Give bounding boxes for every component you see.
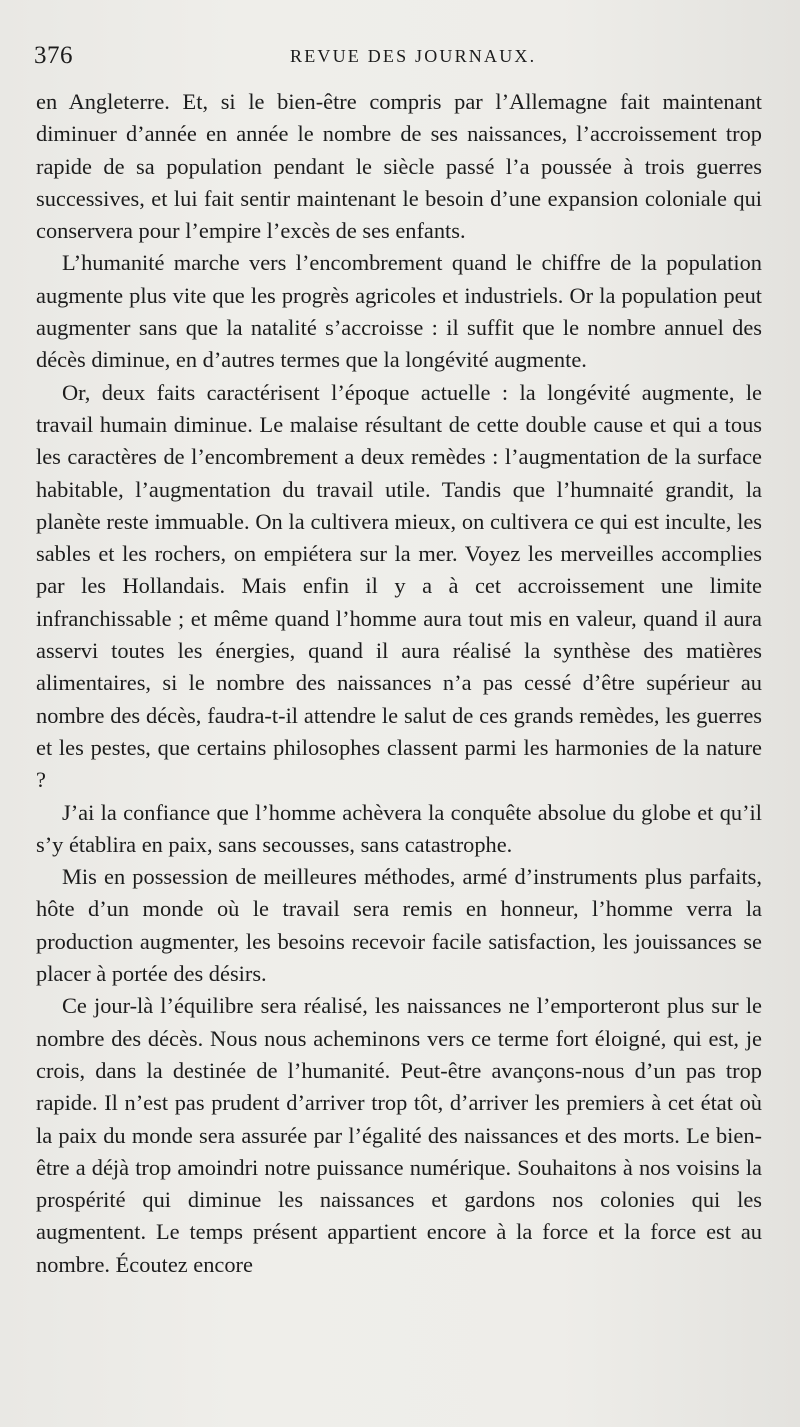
page-number: 376 <box>34 42 73 69</box>
paragraph: L’humanité marche vers l’encombrement quand le chiffre de la population augmente plus vite que les progrès agricoles et industriels. Or la population peut augmenter sans que la natalité s’accroisse : il suffit que le nombre annuel des décès diminue, en d’autres termes que la longévité augmente. <box>36 250 762 373</box>
running-head: REVUE DES JOURNAUX. <box>290 46 537 66</box>
paragraph: Mis en possession de meilleures méthodes, armé d’instruments plus parfaits, hôte d’un monde où le travail sera remis en honneur, l’homme verra la production augmenter, les besoins recevoir facile satisfaction, les jouissances se placer à portée des désirs. <box>36 864 762 987</box>
paragraph: Ce jour-là l’équilibre sera réalisé, les naissances ne l’emporteront plus sur le nombre des décès. Nous nous acheminons vers ce terme fort éloigné, qui est, je crois, dans la destinée de l’humanité. Peut-être avançons-nous d’un pas trop rapide. Il n’est pas prudent d’arriver trop tôt, d’arriver les premiers à cet état où la paix du monde sera assurée par l’égalité des naissances et des morts. Le bien-être a déjà trop amoindri notre puissance numérique. Souhaitons à nos voisins la prospérité qui diminue les naissances et gardons nos colonies qui les augmentent. Le temps présent appartient encore à la force et la force est au nombre. Écoutez encore <box>36 993 762 1277</box>
paragraph: en Angleterre. Et, si le bien-être compris par l’Allemagne fait maintenant diminuer d’année en année le nombre de ses naissances, l’accroissement trop rapide de sa population pendant le siècle passé l’a poussée à trois guerres successives, et lui fait sentir maintenant le besoin d’une expansion coloniale qui conservera pour l’empire l’excès de ses enfants. <box>36 89 762 244</box>
paragraph: Or, deux faits caractérisent l’époque actuelle : la longévité augmente, le travail humain diminue. Le malaise résultant de cette double cause et qui a tous les caractères de l’encombrement a deux remèdes : l’augmentation de la surface habitable, l’augmentation du travail utile. Tandis que l’humnaité grandit, la planète reste immuable. On la cultivera mieux, on cultivera ce qui est inculte, les sables et les rochers, on empiétera sur la mer. Voyez les merveilles accomplies par les Hollandais. Mais enfin il y a à cet accroissement une limite infranchissable ; et même quand l’homme aura tout mis en valeur, quand il aura asservi toutes les énergies, quand il aura réalisé la synthèse des matières alimentaires, si le nombre des naissances n’a pas cessé d’être supérieur au nombre des décès, faudra-t-il attendre le salut de ces grands remèdes, les guerres et les pestes, que certains philosophes classent parmi les harmonies de la nature ? <box>36 379 762 793</box>
body-text <box>36 86 762 1281</box>
paragraph: J’ai la confiance que l’homme achèvera la conquête absolue du globe et qu’il s’y établira en paix, sans secousses, sans catastrophe. <box>36 799 762 857</box>
page-header <box>34 42 774 72</box>
